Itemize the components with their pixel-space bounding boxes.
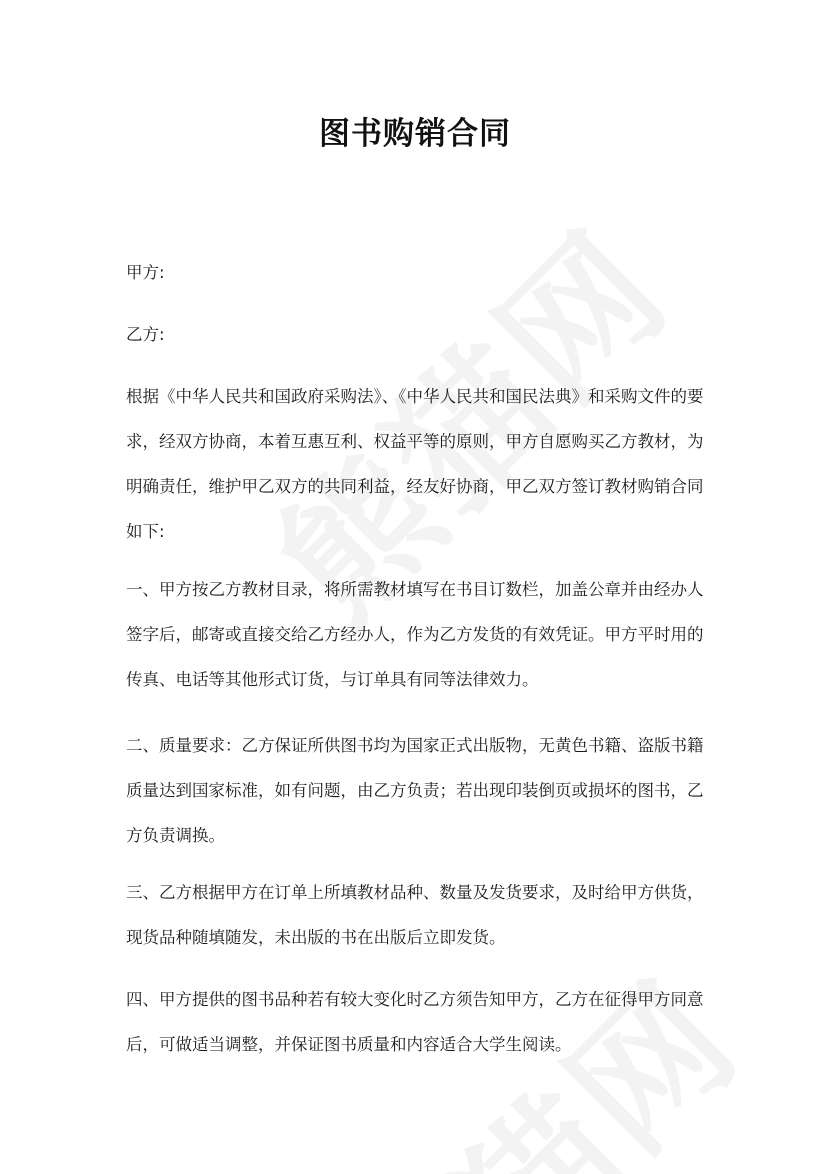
clause-4: 四、甲方提供的图书品种若有较大变化时乙方须告知甲方，乙方在征得甲方同意后，可做适当调整，并保证图书质量和内容适合大学生阅读。 [126, 990, 704, 1054]
intro-paragraph: 根据《中华人民共和国政府采购法》、《中华人民共和国民法典》和采购文件的要求，经双方协商，本着互惠互利、权益平等的原则，甲方自愿购买乙方教材，为明确责任，维护甲乙双方的共同利益，经友好协商，甲乙双方签订教材购销合同如下: [126, 387, 704, 541]
document-title: 图书购销合同 [319, 116, 511, 152]
party-b-label: 乙方: [126, 325, 165, 344]
clause-2: 二、质量要求：乙方保证所供图书均为国家正式出版物，无黄色书籍、盗版书籍质量达到国家标准，如有问题，由乙方负责；若出现印装倒页或损坏的图书，乙方负责调换。 [126, 736, 704, 845]
clause-3: 三、乙方根据甲方在订单上所填教材品种、数量及发货要求，及时给甲方供货，现货品种随填随发，未出版的书在出版后立即发货。 [126, 883, 704, 947]
party-a-label: 甲方: [126, 263, 165, 282]
clause-1: 一、甲方按乙方教材目录，将所需教材填写在书目订数栏，加盖公章并由经办人签字后，邮寄或直接交给乙方经办人，作为乙方发货的有效凭证。甲方平时用的传真、电话等其他形式订货，与订单具有同等法律效力。 [126, 580, 704, 689]
